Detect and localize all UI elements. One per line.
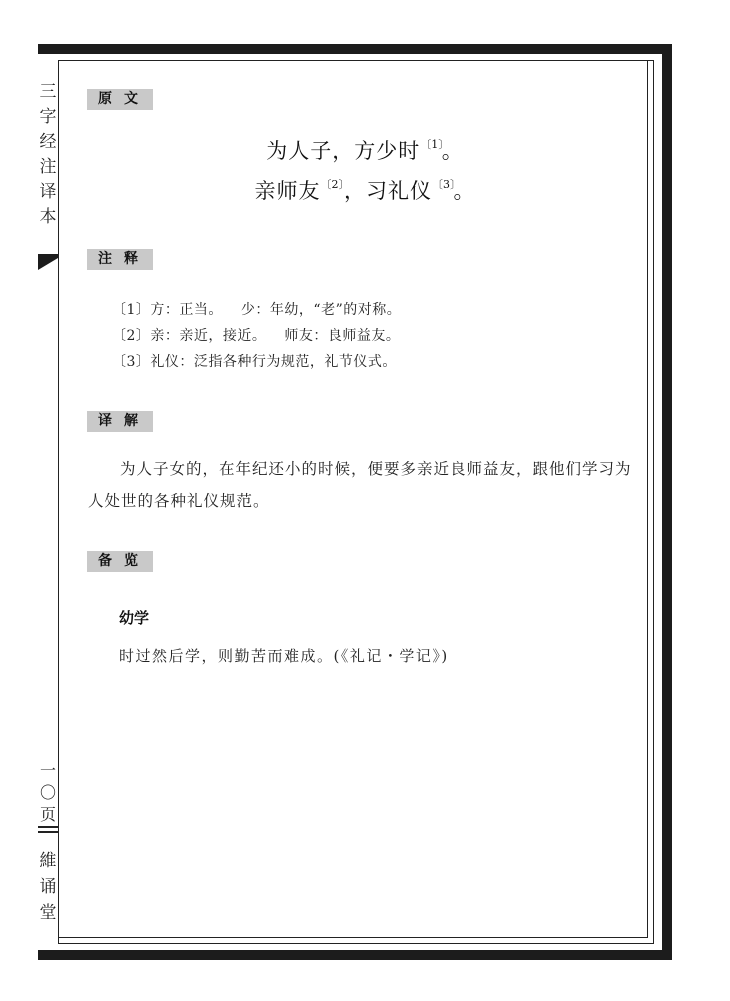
spine-publisher-char: 堂 <box>39 903 57 923</box>
verse-line-1 <box>0 135 730 165</box>
note-item-1 <box>112 299 401 319</box>
verse-punct: 。 <box>441 139 464 163</box>
spine-publisher-char: 诵 <box>39 877 57 897</box>
spine-divider <box>38 831 58 833</box>
footnote-ref-2: 〔2〕 <box>320 178 344 191</box>
spine-title-char: 译 <box>39 182 57 202</box>
footnote-ref-3: 〔3〕 <box>432 178 456 191</box>
note-text: 少：年幼，“老”的对称。 <box>240 302 402 318</box>
verse-text: ，习礼仪 <box>344 179 432 203</box>
spine-page-char: 一 <box>39 761 56 780</box>
spine-title-char: 本 <box>39 207 57 227</box>
note-text: 师友：良师益友。 <box>284 328 401 344</box>
note-text: 〔3〕礼仪：泛指各种行为规范，礼节仪式。 <box>112 354 397 370</box>
spine-publisher-char: 維 <box>39 851 57 871</box>
section-tag-reference: 备览 <box>87 551 153 572</box>
section-tag-translation: 译解 <box>87 411 153 432</box>
note-item-2 <box>112 325 400 345</box>
spine-page-number <box>38 760 58 826</box>
spine-title-char: 注 <box>39 157 57 177</box>
spine-title-char: 经 <box>39 132 57 152</box>
translation-paragraph <box>88 453 633 517</box>
spine-publisher <box>38 848 58 926</box>
spine-flag <box>38 258 58 270</box>
section-tag-original: 原文 <box>87 89 153 110</box>
spine-page-char: 〇 <box>39 783 56 802</box>
note-text: 〔2〕亲：亲近，接近。 <box>112 328 267 344</box>
spine-title-char: 三 <box>39 82 57 102</box>
verse-text: 亲师友 <box>254 179 321 203</box>
verse-text: 为人子，方少时 <box>266 139 421 163</box>
reference-quote: 时过然后学，则勤苦而难成。(《礼记・学记》) <box>119 647 449 665</box>
footnote-ref-1: 〔1〕 <box>420 138 444 151</box>
translation-text: 为人子女的，在年纪还小的时候，便要多亲近良师益友，跟他们学习为人处世的各种礼仪规范。 <box>88 460 632 510</box>
reference-subheading: 幼学 <box>119 609 150 627</box>
spine-title-char: 字 <box>39 107 57 127</box>
spine-divider <box>38 826 58 828</box>
verse-line-2 <box>0 175 730 205</box>
section-tag-notes: 注释 <box>87 249 153 270</box>
spine-page-char: 页 <box>39 805 56 824</box>
verse-punct: 。 <box>453 179 476 203</box>
note-text: 〔1〕方：正当。 <box>112 302 223 318</box>
note-item-3 <box>112 351 397 371</box>
